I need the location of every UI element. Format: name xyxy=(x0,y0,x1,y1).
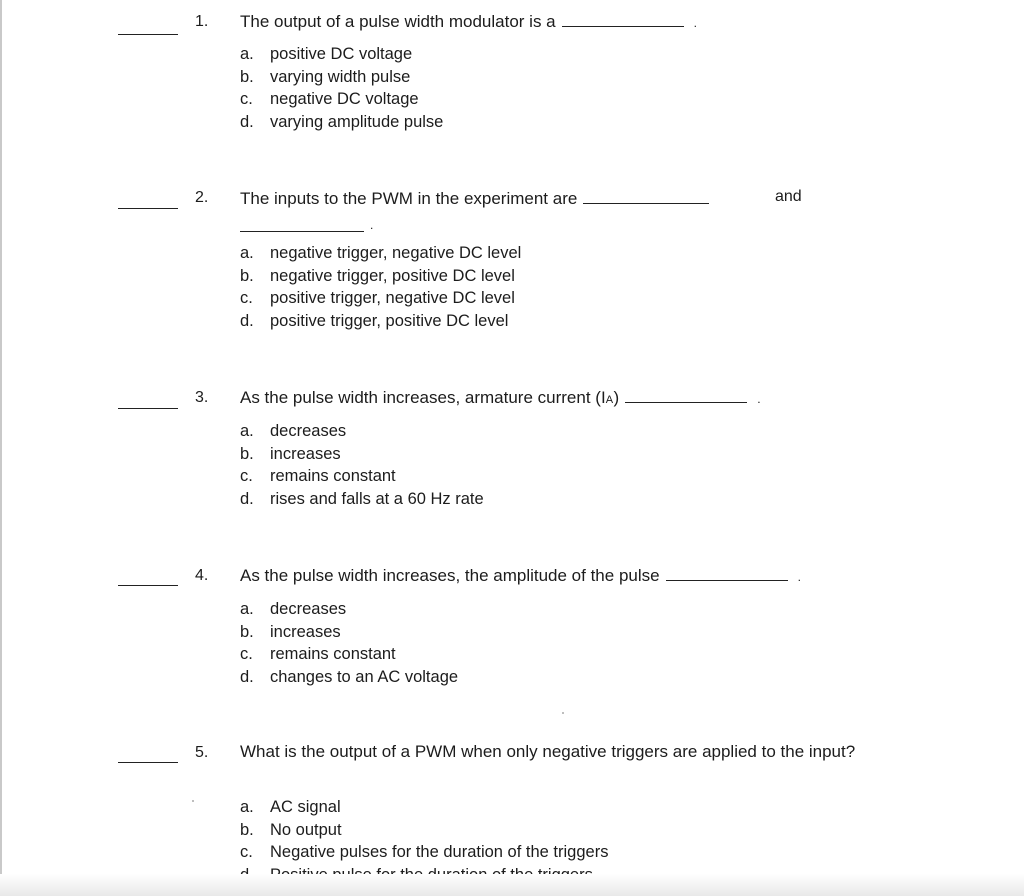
option-letter: b. xyxy=(240,820,254,839)
answer-blank-4[interactable] xyxy=(118,585,178,586)
scan-speck xyxy=(562,712,564,714)
option-text: positive trigger, positive DC level xyxy=(270,311,509,330)
option-letter: c. xyxy=(240,843,253,861)
option-d[interactable] xyxy=(240,666,458,689)
option-a[interactable] xyxy=(240,598,458,621)
period: . xyxy=(370,218,374,232)
fill-in-blank[interactable] xyxy=(625,390,747,403)
option-b[interactable] xyxy=(240,819,608,842)
option-text: increases xyxy=(270,622,341,641)
option-b[interactable] xyxy=(240,265,521,288)
question-text: As the pulse width increases, armature current xyxy=(240,388,591,407)
options-list xyxy=(240,796,608,886)
option-text: No output xyxy=(270,820,342,839)
fill-in-blank[interactable] xyxy=(666,568,788,581)
option-text: changes to an AC voltage xyxy=(270,667,459,686)
question-number: 3. xyxy=(195,389,209,406)
option-letter: c. xyxy=(240,90,253,108)
page-left-edge xyxy=(0,0,2,896)
question-number: 2. xyxy=(195,189,209,206)
option-c[interactable] xyxy=(240,88,443,111)
option-text: positive trigger, negative DC level xyxy=(270,289,515,307)
option-c[interactable] xyxy=(240,287,521,310)
option-letter: a. xyxy=(240,798,254,816)
option-text: negative trigger, positive DC level xyxy=(270,266,515,285)
option-letter: b. xyxy=(240,67,254,86)
scan-speck xyxy=(192,800,194,802)
answer-blank-3[interactable] xyxy=(118,408,178,409)
question-stem xyxy=(240,188,709,210)
option-b[interactable] xyxy=(240,66,443,89)
option-text: remains constant xyxy=(270,467,396,485)
page-bottom-shadow xyxy=(0,874,1024,896)
option-a[interactable] xyxy=(240,420,484,443)
option-text: negative DC voltage xyxy=(270,90,419,108)
period: . xyxy=(757,392,761,406)
answer-blank-2[interactable] xyxy=(118,208,178,209)
option-a[interactable] xyxy=(240,43,443,66)
period: . xyxy=(693,16,697,30)
joiner-word: and xyxy=(775,188,802,205)
option-letter: d. xyxy=(240,667,254,686)
period: . xyxy=(797,570,801,584)
question-number: 4. xyxy=(195,567,209,584)
option-letter: a. xyxy=(240,244,254,262)
option-b[interactable] xyxy=(240,621,458,644)
options-list xyxy=(240,43,443,133)
options-list xyxy=(240,598,458,688)
option-text: Negative pulses for the duration of the triggers xyxy=(270,843,609,861)
option-c[interactable] xyxy=(240,465,484,488)
option-text: rises and falls at a 60 Hz rate xyxy=(270,489,484,508)
option-text: increases xyxy=(270,444,341,463)
option-letter: a. xyxy=(240,422,254,440)
question-number: 1. xyxy=(195,13,209,30)
option-c[interactable] xyxy=(240,643,458,666)
option-c[interactable] xyxy=(240,841,608,864)
option-text: remains constant xyxy=(270,645,396,663)
option-text: AC signal xyxy=(270,798,341,816)
option-letter: b. xyxy=(240,444,254,463)
option-letter: c. xyxy=(240,289,253,307)
question-text: The output of a pulse width modulator is a xyxy=(240,12,556,31)
option-d[interactable] xyxy=(240,111,443,134)
option-text: varying width pulse xyxy=(270,67,411,86)
question-stem xyxy=(240,387,761,411)
current-symbol: (IA) xyxy=(595,388,620,407)
fill-in-blank[interactable] xyxy=(562,14,684,27)
fill-in-blank-second[interactable] xyxy=(240,231,364,232)
option-a[interactable] xyxy=(240,242,521,265)
option-letter: d. xyxy=(240,311,254,330)
option-d[interactable] xyxy=(240,310,521,333)
question-stem: What is the output of a PWM when only negative triggers are applied to the input? xyxy=(240,742,856,761)
question-stem xyxy=(240,11,697,34)
option-text: decreases xyxy=(270,422,347,440)
options-list xyxy=(240,420,484,510)
option-letter: d. xyxy=(240,112,254,131)
option-letter: b. xyxy=(240,622,254,641)
option-a[interactable] xyxy=(240,796,608,819)
option-text: decreases xyxy=(270,600,347,618)
option-letter: c. xyxy=(240,645,253,663)
question-number: 5. xyxy=(195,744,209,761)
answer-blank-5[interactable] xyxy=(118,762,178,763)
option-text: negative trigger, negative DC level xyxy=(270,244,522,262)
options-list xyxy=(240,242,521,332)
option-letter: d. xyxy=(240,489,254,508)
option-b[interactable] xyxy=(240,443,484,466)
answer-blank-1[interactable] xyxy=(118,34,178,35)
option-text: varying amplitude pulse xyxy=(270,112,444,131)
option-letter: c. xyxy=(240,467,253,485)
option-letter: a. xyxy=(240,600,254,618)
fill-in-blank[interactable] xyxy=(583,191,709,204)
option-letter: a. xyxy=(240,45,254,63)
option-letter: b. xyxy=(240,266,254,285)
option-text: positive DC voltage xyxy=(270,45,413,63)
question-text: As the pulse width increases, the amplitude of the pulse xyxy=(240,566,660,585)
option-d[interactable] xyxy=(240,488,484,511)
question-stem xyxy=(240,565,801,588)
question-text: The inputs to the PWM in the experiment are xyxy=(240,189,578,208)
